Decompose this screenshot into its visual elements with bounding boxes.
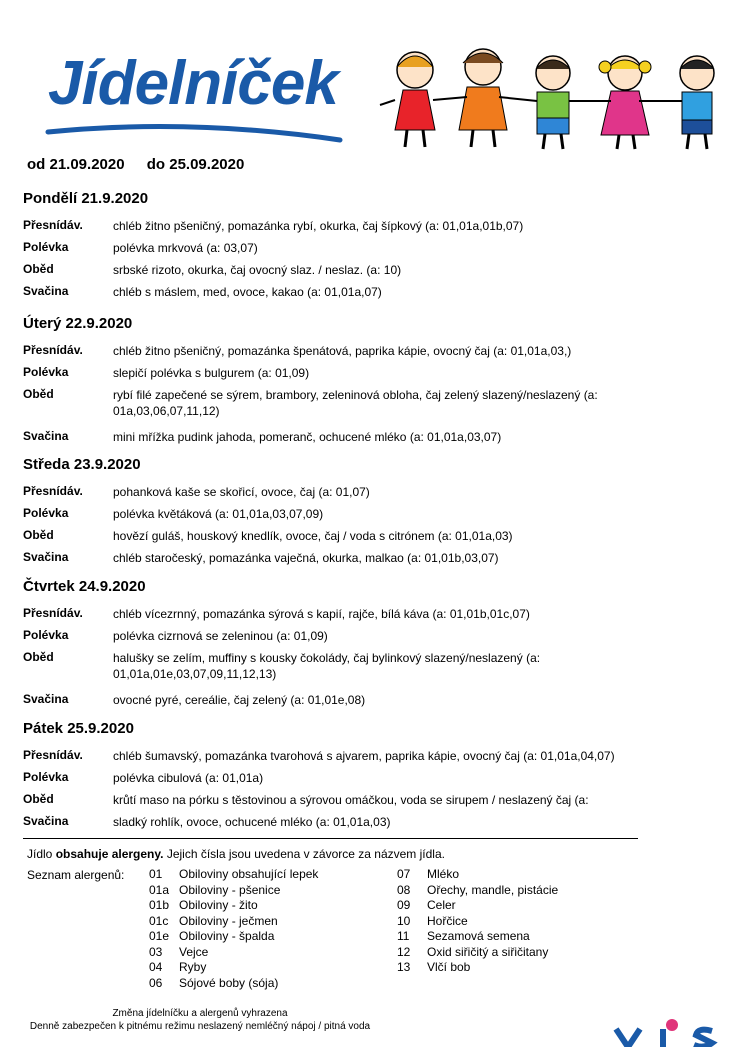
allergen-item — [149, 945, 318, 961]
day-title: Středa 23.9.2020 — [23, 456, 141, 473]
allergen-item — [397, 898, 558, 914]
allergen-name: Hořčice — [427, 913, 468, 928]
allergen-item — [397, 867, 558, 883]
allergen-name: Mléko — [427, 867, 460, 881]
allergen-name: Obiloviny - pšenice — [179, 882, 281, 897]
allergen-item — [397, 914, 558, 930]
allergen-name: Obiloviny obsahující lepek — [179, 867, 319, 881]
meal-label: Přesnídáv. — [23, 343, 83, 357]
meal-description: chléb s máslem, med, ovoce, kakao (a: 01,01a,07) — [113, 285, 382, 299]
meal-description: pohanková kaše se skořicí, ovoce, čaj (a: 01,07) — [113, 485, 370, 499]
meal-description: krůtí maso na pórku s těstovinou a sýrovou omáčkou, voda se sirupem / neslazený čaj (a: — [113, 793, 589, 807]
allergens-list-right — [397, 867, 558, 976]
allergens-list-title: Seznam alergenů: — [27, 868, 125, 882]
allergens-note-bold: obsahuje alergeny. — [55, 847, 164, 861]
allergen-code: 12 — [397, 944, 411, 959]
logo-swoosh — [40, 40, 350, 150]
meal-description: mini mřížka pudink jahoda, pomeranč, ochucené mléko (a: 01,01a,03,07) — [113, 430, 502, 444]
meal-label: Svačina — [23, 284, 69, 298]
allergen-name: Sezamová semena — [427, 929, 530, 943]
meal-label: Přesnídáv. — [23, 748, 83, 762]
meal-label: Přesnídáv. — [23, 484, 83, 498]
meal-label: Oběd — [23, 387, 54, 401]
day-title: Pondělí 21.9.2020 — [23, 190, 149, 207]
meal-description: slepičí polévka s bulgurem (a: 01,09) — [113, 366, 310, 380]
meal-description: chléb žitno pšeničný, pomazánka špenátová, paprika kápie, ovocný čaj (a: 01,01a,03,) — [113, 344, 572, 358]
allergen-item — [397, 945, 558, 961]
meal-label: Oběd — [23, 650, 54, 664]
logo-text: Jídelníček — [48, 49, 338, 118]
meal-label: Přesnídáv. — [23, 606, 83, 620]
meal-label: Oběd — [23, 792, 54, 806]
meal-label: Polévka — [23, 506, 69, 520]
allergen-code: 01e — [149, 929, 170, 943]
allergen-name: Celer — [427, 898, 456, 912]
meal-label: Polévka — [23, 770, 69, 784]
meal-label: Přesnídáv. — [23, 218, 83, 232]
meal-description: polévka cizrnová se zeleninou (a: 01,09) — [113, 629, 328, 643]
allergen-code: 13 — [397, 960, 411, 974]
allergen-name: Obiloviny - špalda — [179, 929, 275, 943]
meal-label: Svačina — [23, 692, 69, 706]
date-to: do 25.09.2020 — [146, 156, 245, 173]
meal-description: ovocné pyré, cereálie, čaj zelený (a: 01,01e,08) — [113, 693, 366, 707]
allergen-code: 01 — [149, 867, 163, 881]
allergen-code: 01a — [149, 882, 170, 897]
allergen-item — [149, 976, 318, 992]
allergen-name: Ořechy, mandle, pistácie — [427, 882, 559, 897]
allergens-note-part2: Jejich čísla jsou uvedena v závorce za názvem jídla. — [163, 847, 445, 861]
allergen-name: Oxid siřičitý a siřičitany — [427, 944, 549, 959]
date-range — [27, 156, 244, 173]
allergen-name: Sójové boby (sója) — [179, 975, 279, 990]
allergen-code: 01c — [149, 913, 169, 928]
meal-label: Svačina — [23, 814, 69, 828]
allergens-note — [27, 847, 445, 861]
footer-line-2: Denně zabezpečen k pitnému režimu neslazený nemléčný nápoj / pitná voda — [29, 1021, 371, 1032]
meal-label: Svačina — [23, 429, 69, 443]
allergens-note-part1: Jídlo — [27, 847, 56, 861]
allergen-name: Vlčí bob — [427, 960, 471, 974]
meal-description: halušky se zelím, muffiny s kousky čokolády, čaj bylinkový slazený/neslazený (a: 01,01a,01e,03,07,09,11,12,13) — [113, 651, 541, 681]
divider — [23, 838, 638, 839]
vis-logo — [608, 1017, 728, 1047]
meal-label: Polévka — [23, 628, 69, 642]
children-illustration — [375, 45, 725, 155]
meal-label: Oběd — [23, 262, 54, 276]
meal-description: hovězí guláš, houskový knedlík, ovoce, čaj / voda s citrónem (a: 01,01a,03) — [113, 529, 513, 543]
meal-description: chléb staročeský, pomazánka vaječná, okurka, malkao (a: 01,01b,03,07) — [113, 551, 499, 565]
meal-description: rybí filé zapečené se sýrem, brambory, zeleninová obloha, čaj zelený slazený/neslazený (a: 01a,03,06,07,11,12) — [113, 388, 598, 418]
allergen-code: 08 — [397, 882, 411, 897]
meal-description: polévka cibulová (a: 01,01a) — [113, 771, 264, 785]
allergen-item — [149, 883, 318, 899]
meal-description: polévka květáková (a: 01,01a,03,07,09) — [113, 507, 324, 521]
meal-description: chléb šumavský, pomazánka tvarohová s ajvarem, paprika kápie, ovocný čaj (a: 01,01a,04,07) — [113, 749, 615, 763]
allergen-code: 11 — [397, 929, 410, 943]
day-title: Pátek 25.9.2020 — [23, 720, 134, 737]
allergen-name: Ryby — [179, 960, 207, 974]
meal-label: Polévka — [23, 240, 69, 254]
meal-description: chléb žitno pšeničný, pomazánka rybí, okurka, čaj šípkový (a: 01,01a,01b,07) — [113, 219, 524, 233]
allergen-code: 01b — [149, 898, 170, 912]
allergen-code: 06 — [149, 975, 163, 990]
allergen-item — [149, 960, 318, 976]
meal-label: Polévka — [23, 365, 69, 379]
allergen-code: 09 — [397, 898, 411, 912]
meal-description: polévka mrkvová (a: 03,07) — [113, 241, 258, 255]
allergen-item — [149, 867, 318, 883]
meal-label: Oběd — [23, 528, 54, 542]
allergen-item — [397, 960, 558, 976]
meal-description: chléb vícezrnný, pomazánka sýrová s kapií, rajče, bílá káva (a: 01,01b,01c,07) — [113, 607, 530, 621]
allergen-item — [149, 929, 318, 945]
allergen-name: Obiloviny - ječmen — [179, 913, 278, 928]
allergen-code: 04 — [149, 960, 163, 974]
meal-description: srbské rizoto, okurka, čaj ovocný slaz. / neslaz. (a: 10) — [113, 263, 402, 277]
allergen-name: Vejce — [179, 944, 209, 959]
date-from: od 21.09.2020 — [27, 156, 125, 173]
allergen-item — [397, 883, 558, 899]
day-title: Úterý 22.9.2020 — [23, 315, 133, 332]
allergen-item — [149, 898, 318, 914]
allergen-code: 10 — [397, 913, 411, 928]
allergens-list-left — [149, 867, 318, 991]
allergen-item — [149, 914, 318, 930]
allergen-code: 03 — [149, 944, 163, 959]
footer-line-1: Změna jídelníčku a alergenů vyhrazena — [112, 1008, 288, 1019]
day-title: Čtvrtek 24.9.2020 — [23, 578, 146, 595]
allergen-name: Obiloviny - žito — [179, 898, 258, 912]
meal-description: sladký rohlík, ovoce, ochucené mléko (a: 01,01a,03) — [113, 815, 391, 829]
allergen-code: 07 — [397, 867, 411, 881]
logo — [40, 40, 350, 150]
allergen-item — [397, 929, 558, 945]
meal-label: Svačina — [23, 550, 69, 564]
